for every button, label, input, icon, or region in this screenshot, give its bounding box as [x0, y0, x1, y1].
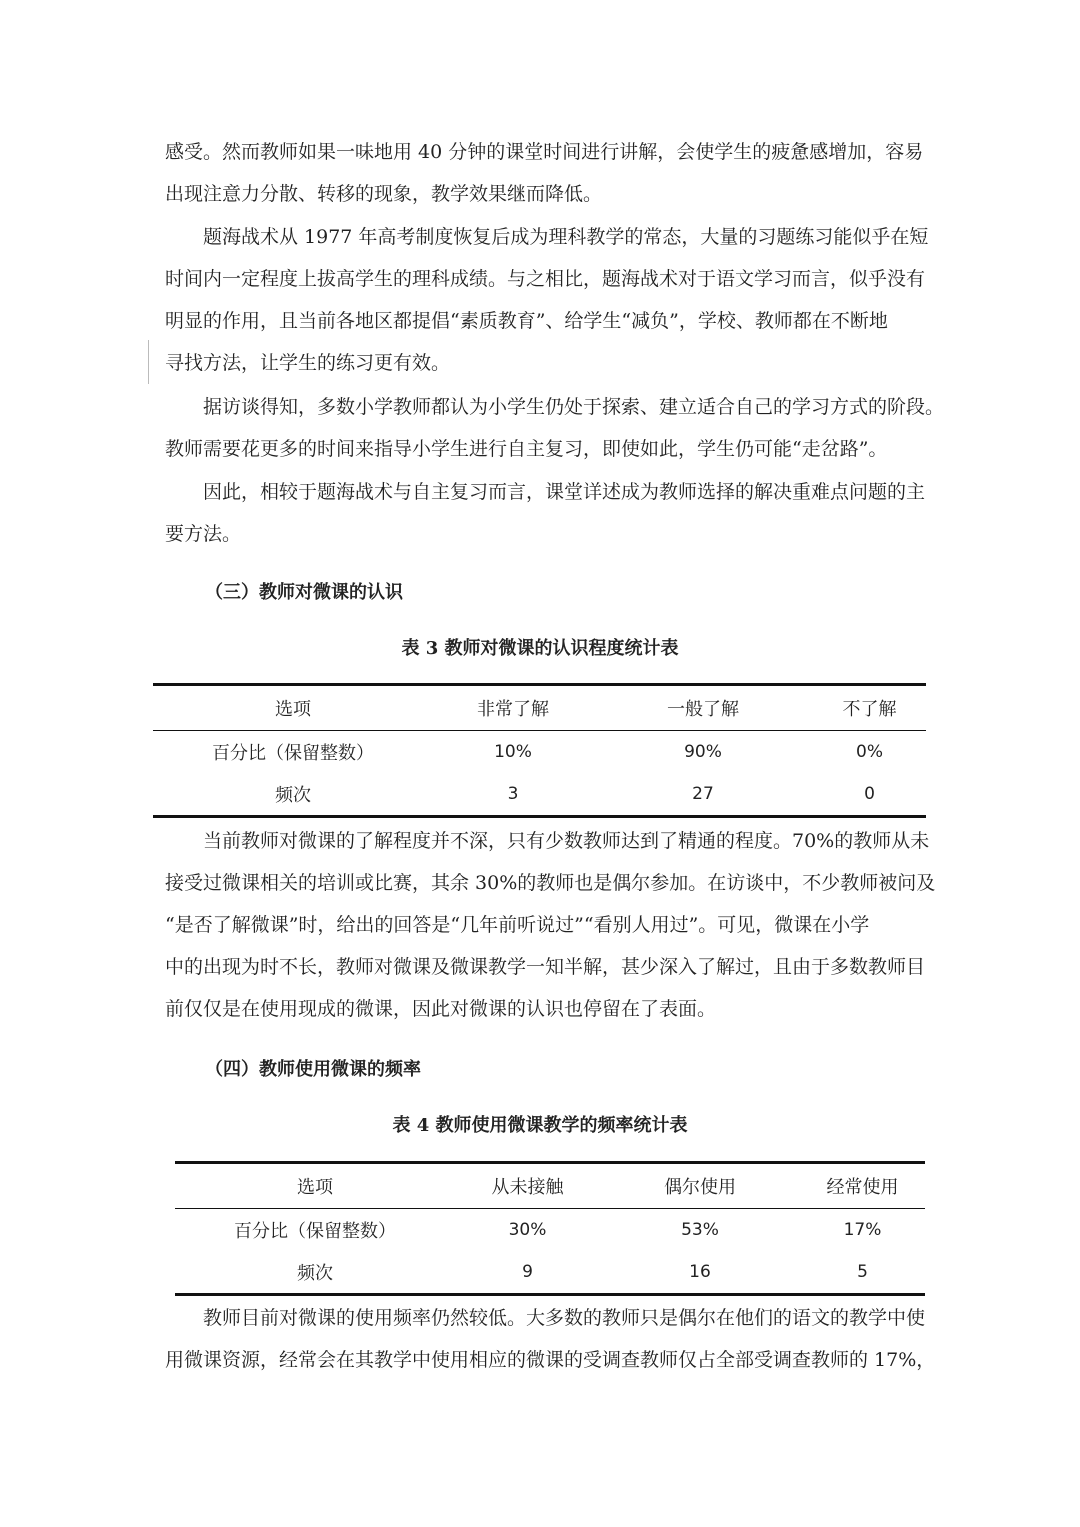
header-cell: 非常了解: [433, 685, 593, 731]
paragraph-conclusion: [165, 471, 926, 555]
row-label: 频次: [153, 774, 433, 817]
table-cell: 10%: [494, 742, 532, 763]
header-cell: 偶尔使用: [600, 1163, 800, 1209]
table-cell: 53%: [681, 1220, 719, 1241]
margin-change-bar: [148, 340, 149, 384]
row-label: 百分比（保留整数）: [234, 1221, 396, 1243]
table-row: [175, 1209, 925, 1252]
text-line: “是否了解微课”时，给出的回答是“几年前听说过”“看别人用过”。可见，微课在小学: [165, 914, 870, 936]
text-line: 教师目前对微课的使用频率仍然较低。大多数的教师只是偶尔在他们的语文的教学中使: [203, 1307, 926, 1329]
text-line: 前仅仅是在使用现成的微课，因此对微课的认识也停留在了表面。: [165, 998, 717, 1020]
header-cell: 一般了解: [593, 685, 813, 731]
paragraph-awareness-analysis: [165, 820, 936, 1030]
table-cell: 17%: [843, 1220, 882, 1241]
table-caption-3: 表 3 教师对微课的认识程度统计表: [401, 638, 679, 659]
header-cell: 经常使用: [800, 1163, 925, 1209]
text-line: 因此，相较于题海战术与自主复习而言，课堂详述成为教师选择的解决重难点问题的主: [203, 481, 926, 503]
paragraph-usage-analysis: [165, 1297, 936, 1381]
table-row: [153, 774, 926, 817]
header-cell: 不了解: [813, 685, 926, 731]
table-cell: 90%: [684, 742, 722, 763]
table-caption-4: 表 4 教师使用微课教学的频率统计表: [392, 1115, 688, 1136]
table-cell: 0: [813, 774, 926, 817]
text-line: 寻找方法，让学生的练习更有效。: [165, 352, 451, 374]
text-line: 接受过微课相关的培训或比赛，其余 30%的教师也是偶尔参加。在访谈中，不少教师被问及: [165, 872, 936, 894]
text-line: 中的出现为时不长，教师对微课及微课教学一知半解，甚少深入了解过，且由于多数教师目: [165, 956, 926, 978]
table-microlesson-awareness: [153, 683, 926, 818]
text-line: 出现注意力分散、转移的现象，教学效果继而降低。: [165, 183, 603, 205]
table-header-row: [153, 685, 926, 731]
table-cell: 16: [600, 1252, 800, 1295]
text-line: 题海战术从 1977 年高考制度恢复后成为理科教学的常态，大量的习题练习能似乎在短: [203, 226, 929, 248]
table-cell: 27: [593, 774, 813, 817]
text-line: 据访谈得知，多数小学教师都认为小学生仍处于探索、建立适合自己的学习方式的阶段。: [203, 396, 945, 418]
section-heading-4: （四）教师使用微课的频率: [205, 1059, 421, 1080]
table-cell: 9: [455, 1252, 600, 1295]
table-cell: 30%: [508, 1220, 547, 1241]
table-header-row: [175, 1163, 925, 1209]
table-microlesson-frequency: [175, 1161, 925, 1296]
text-line: 当前教师对微课的了解程度并不深，只有少数教师达到了精通的程度。70%的教师从未: [203, 830, 930, 852]
text-line: 要方法。: [165, 523, 242, 545]
paragraph-drill-tactics: [165, 216, 929, 384]
row-label: 百分比（保留整数）: [212, 743, 374, 765]
table-row: [175, 1252, 925, 1295]
paragraph-interview-findings: [165, 386, 945, 470]
text-line: 明显的作用，且当前各地区都提倡“素质教育”、给学生“减负”，学校、教师都在不断地: [165, 310, 888, 332]
header-cell: 选项: [153, 685, 433, 731]
table-cell: 5: [800, 1252, 925, 1295]
paragraph-lecture-fatigue: [165, 131, 924, 215]
table-cell: 0%: [856, 742, 883, 763]
table-cell: 3: [433, 774, 593, 817]
text-line: 感受。然而教师如果一味地用 40 分钟的课堂时间进行讲解，会使学生的疲惫感增加，容易: [165, 141, 924, 163]
header-cell: 选项: [175, 1163, 455, 1209]
text-line: 教师需要花更多的时间来指导小学生进行自主复习，即使如此，学生仍可能“走岔路”。: [165, 438, 888, 460]
table-row: [153, 731, 926, 774]
section-heading-3: （三）教师对微课的认识: [205, 582, 403, 603]
header-cell: 从未接触: [455, 1163, 600, 1209]
text-line: 时间内一定程度上拔高学生的理科成绩。与之相比，题海战术对于语文学习而言，似乎没有: [165, 268, 926, 290]
row-label: 频次: [175, 1252, 455, 1295]
text-line: 用微课资源，经常会在其教学中使用相应的微课的受调查教师仅占全部受调查教师的 17%，: [165, 1349, 936, 1371]
